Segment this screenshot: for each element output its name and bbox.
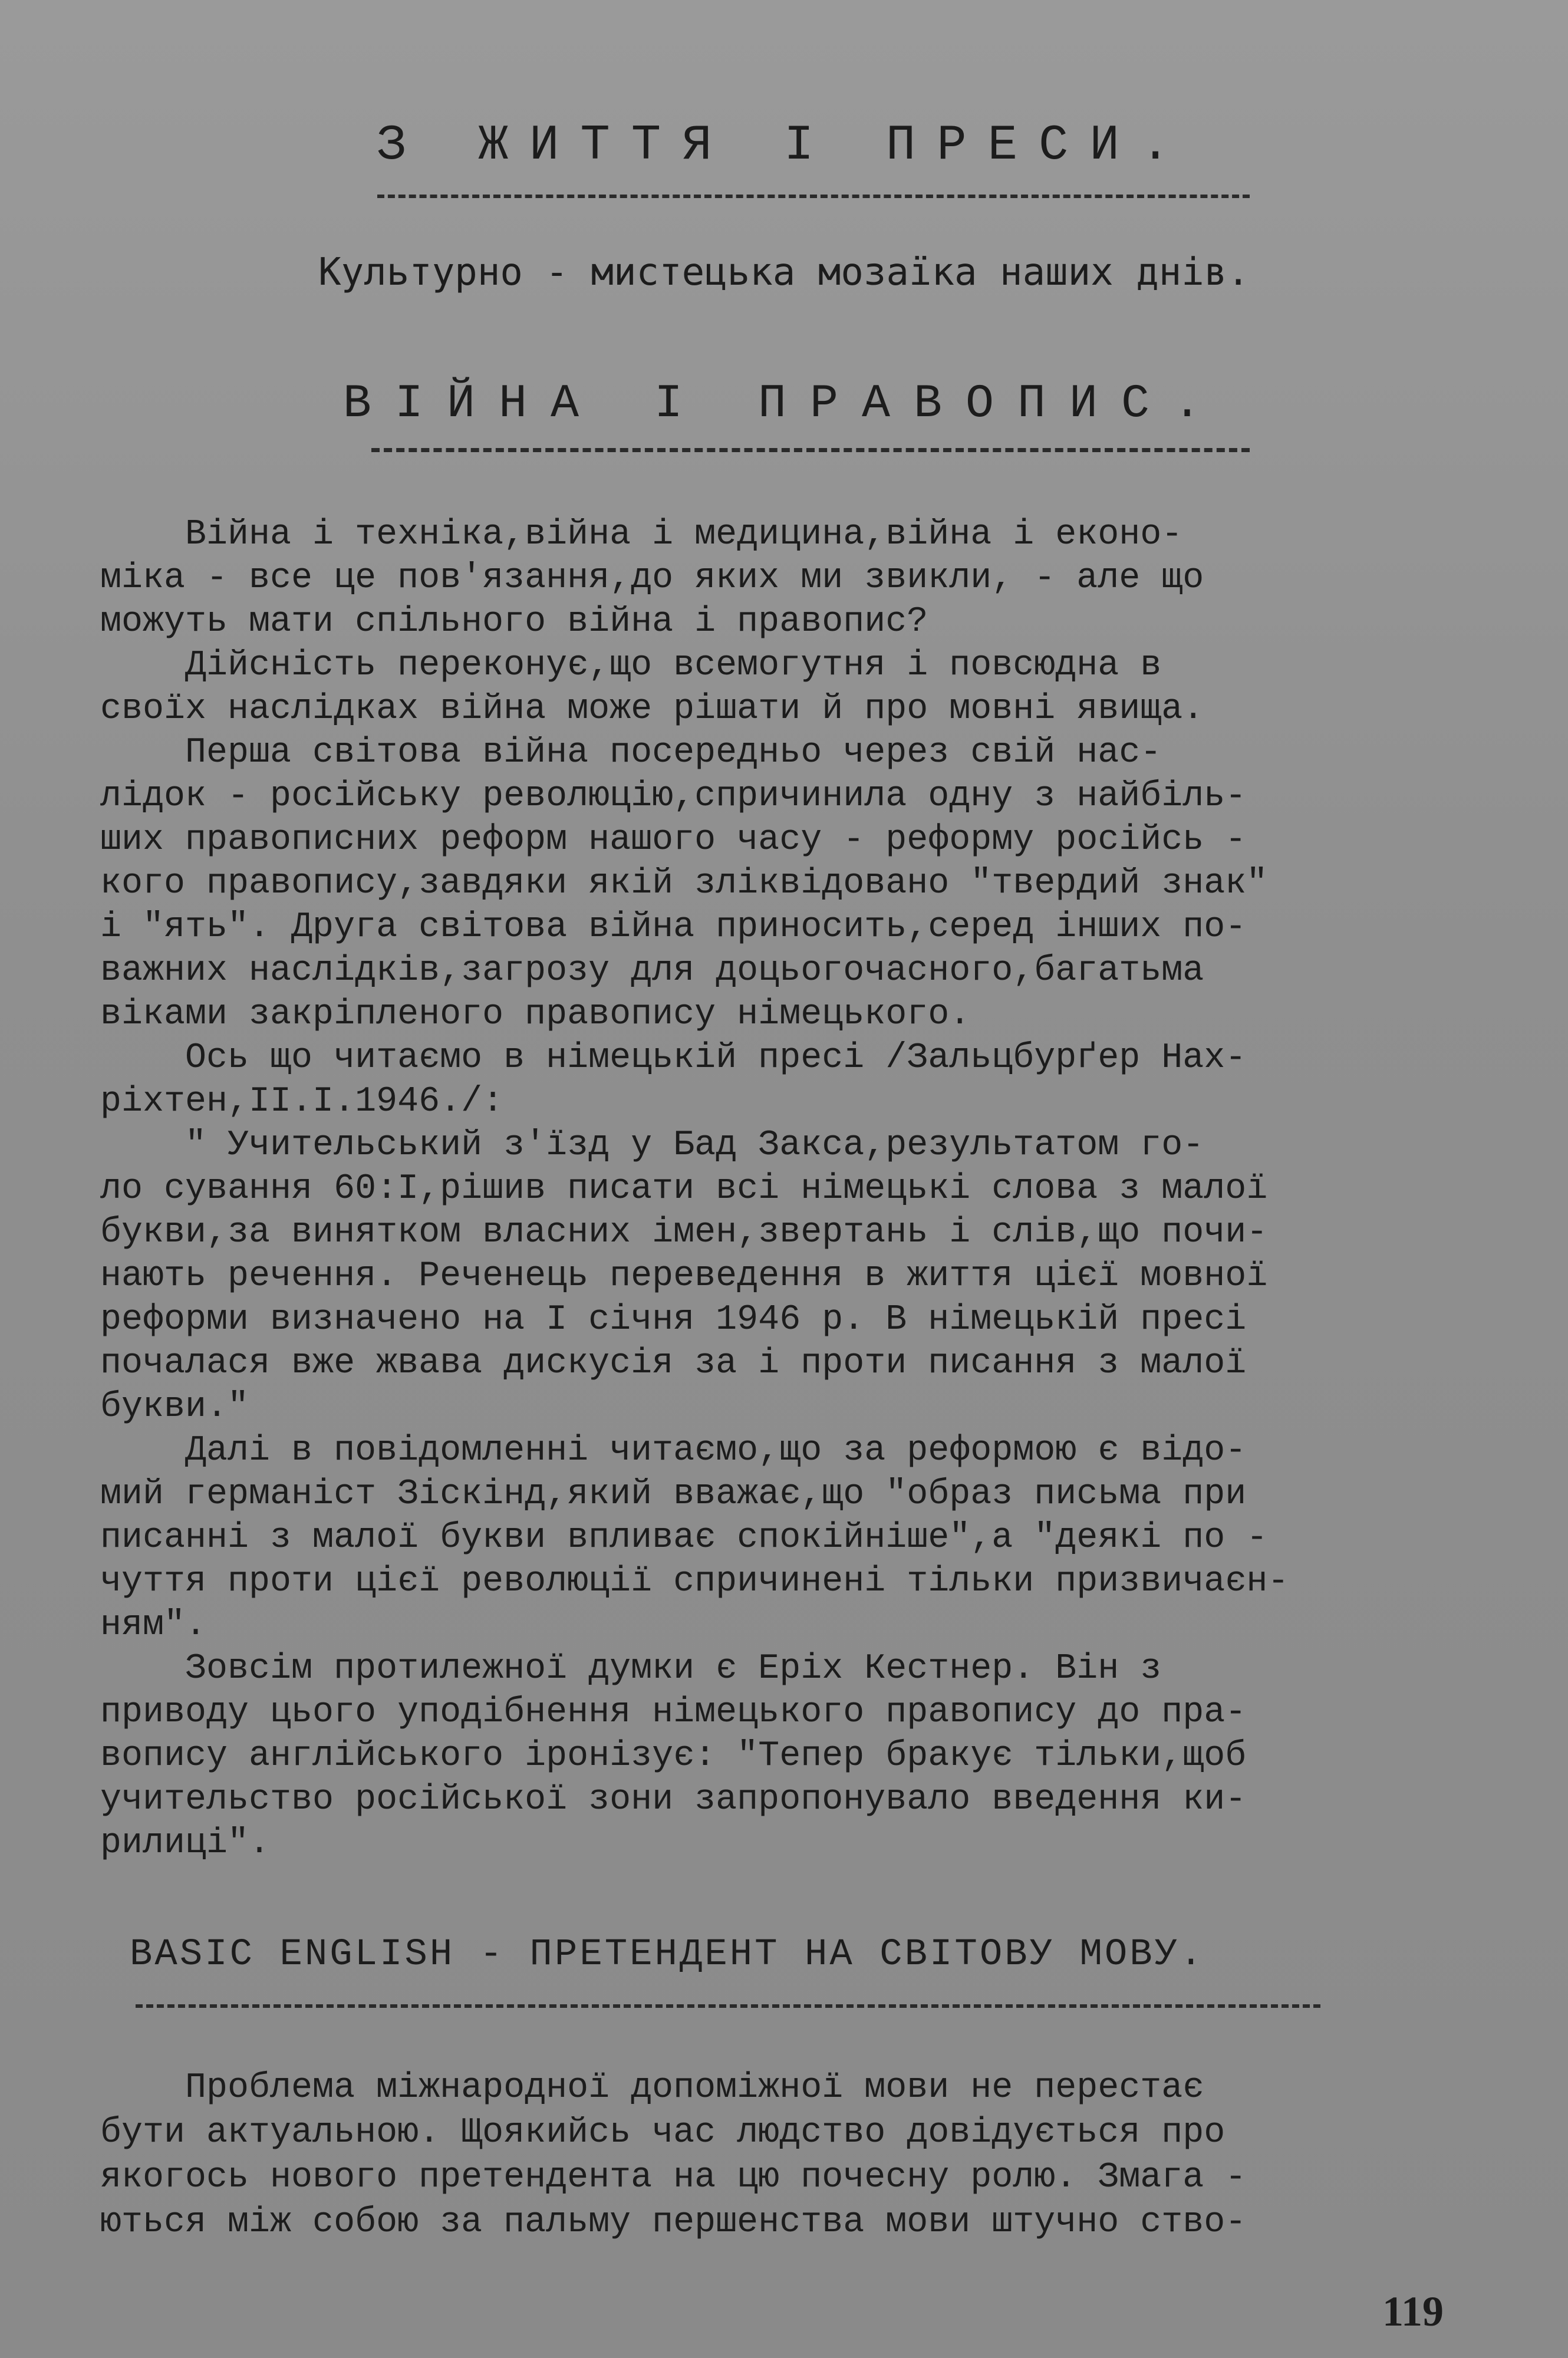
text-line: Дійсність переконує,що всемогутня і повсюдна в [100,646,1162,686]
text-line: ріхтен,II.I.1946./: [100,1082,504,1122]
text-line: " Учительський з'їзд у Бад Закса,результатом го- [100,1125,1204,1165]
text-line: нають речення. Реченець переведення в життя цієї мовної [100,1256,1268,1296]
text-line: мий германіст Зіскінд,який вважає,що "образ письма при [100,1474,1247,1514]
text-line: учительство російської зони запропонувало введення ки- [100,1780,1247,1820]
page-header-title: З ЖИТТЯ І ПРЕСИ. [376,118,1192,174]
text-line: ло сування 60:І,рішив писати всі німецькі слова з малої [100,1169,1268,1209]
text-line: Зовсім протилежної думки є Еріх Кестнер. Він з [100,1649,1162,1689]
section-title-rule [136,2004,1320,2008]
text-line: ням". [100,1605,207,1645]
text-line: Ось що читаємо в німецькій пресі /Зальцбурґер Нах- [100,1038,1247,1078]
text-line: міка - все це пов'язання,до яких ми звикли, - але що [100,558,1204,598]
text-line: ших правописних реформ нашого часу - реформу російсь - [100,820,1247,860]
text-line: рилиці". [100,1823,271,1863]
text-line: писанні з малої букви впливає спокійніше",а "деякі по - [100,1518,1268,1558]
text-line: лідок - російську революцію,спричинила одну з найбіль- [100,776,1247,816]
text-line: Проблема міжнародної допоміжної мови не перестає [100,2068,1204,2108]
text-line: можуть мати спільного війна і правопис? [100,602,928,642]
text-line: важних наслідків,загрозу для доцьогочасного,багатьма [100,951,1204,991]
text-line: реформи визначено на І січня 1946 р. В німецькій пресі [100,1300,1247,1340]
text-line: і "ять". Друга світова війна приносить,серед інших по- [100,907,1247,947]
page-subtitle: Культурно - мистецька мозаїка наших днів. [318,251,1250,294]
text-line: вопису англійського іронізує: "Тепер бракує тільки,щоб [100,1736,1247,1776]
text-line: кого правопису,завдяки якій зліквідовано "твердий знак" [100,864,1268,904]
page-number: 119 [1382,2288,1444,2335]
text-line: Далі в повідомленні читаємо,що за реформою є відо- [100,1431,1247,1471]
text-line: якогось нового претендента на цю почесну ролю. Змага - [100,2158,1247,2198]
header-rule [377,195,1250,198]
text-line: букви,за винятком власних імен,звертань і слів,що почи- [100,1213,1268,1253]
article-title: ВІЙНА І ПРАВОПИС. [342,377,1226,431]
text-line: Війна і техніка,війна і медицина,війна і еконо- [100,515,1183,555]
text-line: ються між собою за пальму першенства мови штучно ство- [100,2202,1247,2242]
text-line: бути актуальною. Щоякийсь час людство довідується про [100,2113,1226,2153]
text-line: почалася вже жвава дискусія за і проти писання з малої [100,1343,1247,1384]
text-line: букви." [100,1387,249,1427]
text-line: приводу цього уподібнення німецького правопису до пра- [100,1692,1247,1733]
text-line: віками закріпленого правопису німецького. [100,994,971,1035]
text-line: Перша світова війна посередньо через свій нас- [100,733,1162,773]
section-title: BASIC ENGLISH - ПРЕТЕНДЕНТ НА СВІТОВУ МОВУ. [130,1934,1205,1976]
text-line: чуття проти цієї революції спричинені тільки призвичаєн- [100,1562,1289,1602]
text-line: своїх наслідках війна може рішати й про мовні явища. [100,689,1204,729]
article-title-rule [371,448,1250,452]
